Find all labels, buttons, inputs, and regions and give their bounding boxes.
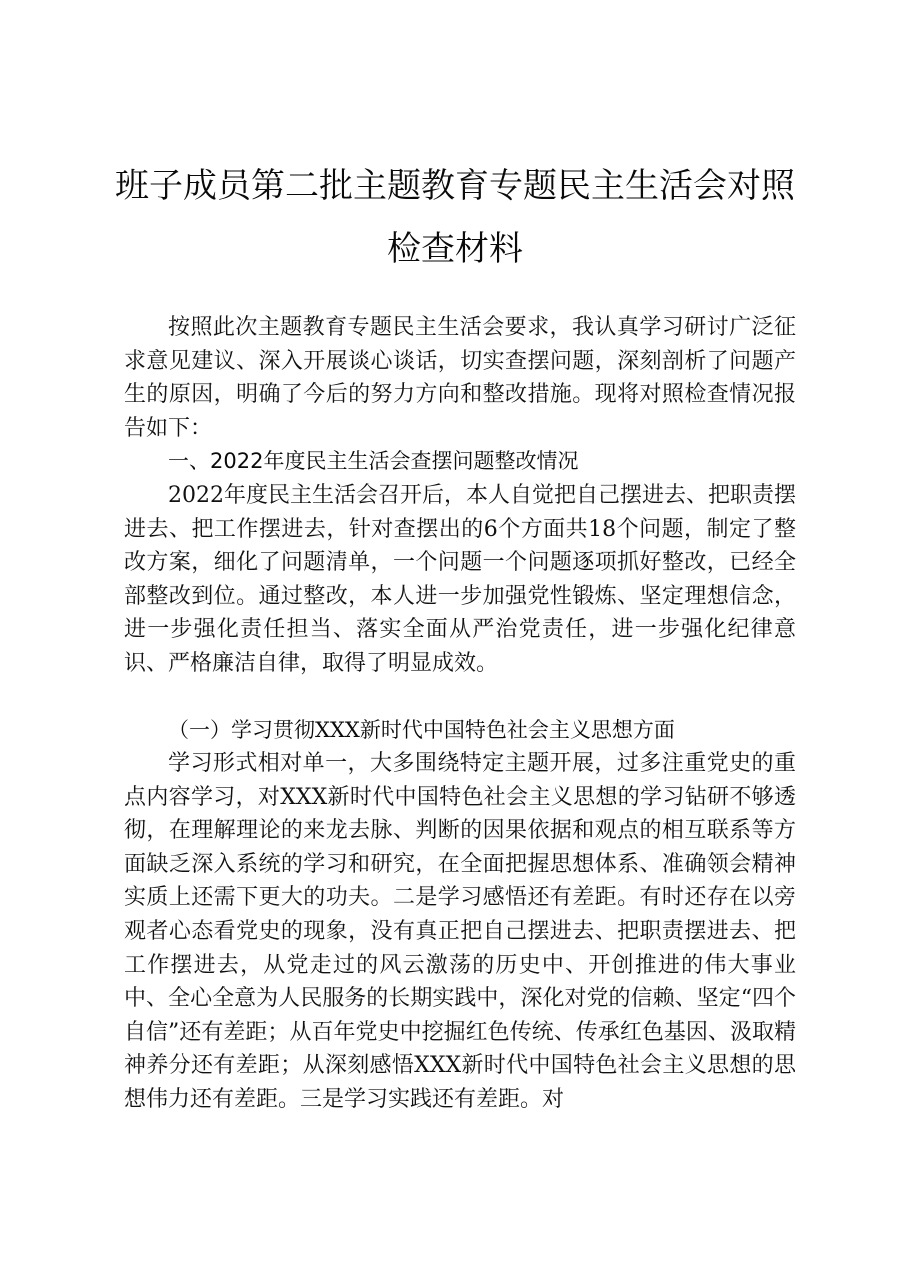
subsection-1-heading: （一）学习贯彻XXX新时代中国特色社会主义思想方面 — [168, 718, 675, 742]
subsection-1-paragraph: 学习形式相对单一，大多围绕特定主题开展，过多注重党史的重点内容学习，对XXX新时代中国特色社会主义思想的学习钻研不够透彻，在理解理论的来龙去脉、判断的因果依据和观点的相互联系等方面缺乏深入系统的学习和研究，在全面把握思想体系、准确领会精神实质上还需下更大的功夫。二是学习感悟还有差距。有时还存在以旁观者心态看党史的现象，没有真正把自己摆进去、把职责摆进去、把工作摆进去，从党走过的风云激荡的历史中、开创推进的伟大事业中、全心全意为人民服务的长期实践中，深化对党的信赖、坚定“四个自信”还有差距；从百年党史中挖掘红色传统、传承红色基因、汲取精神养分还有差距；从深刻感悟XXX新时代中国特色社会主义思想的思想伟力还有差距。三是学习实践还有差距。对 — [124, 751, 796, 1112]
document-title-line-2: 检查材料 — [387, 229, 523, 269]
section-1-paragraph: 2022年度民主生活会召开后，本人自觉把自己摆进去、把职责摆进去、把工作摆进去，针对查摆出的6个方面共18个问题，制定了整改方案，细化了问题清单，一个问题一个问题逐项抓好整改，已经全部整改到位。通过整改，本人进一步加强党性锻炼、坚定理想信念，进一步强化责任担当、落实全面从严治党责任，进一步强化纪律意识、严格廉洁自律，取得了明显成效。 — [124, 483, 796, 676]
section-1-heading: 一、2022年度民主生活会查摆问题整改情况 — [168, 449, 579, 473]
intro-paragraph: 按照此次主题教育专题民主生活会要求，我认真学习研讨广泛征求意见建议、深入开展谈心谈话，切实查摆问题，深刻剖析了问题产生的原因，明确了今后的努力方向和整改措施。现将对照检查情况报告如下： — [124, 315, 796, 441]
document-title-line-1: 班子成员第二批主题教育专题民主生活会对照 — [115, 166, 795, 206]
